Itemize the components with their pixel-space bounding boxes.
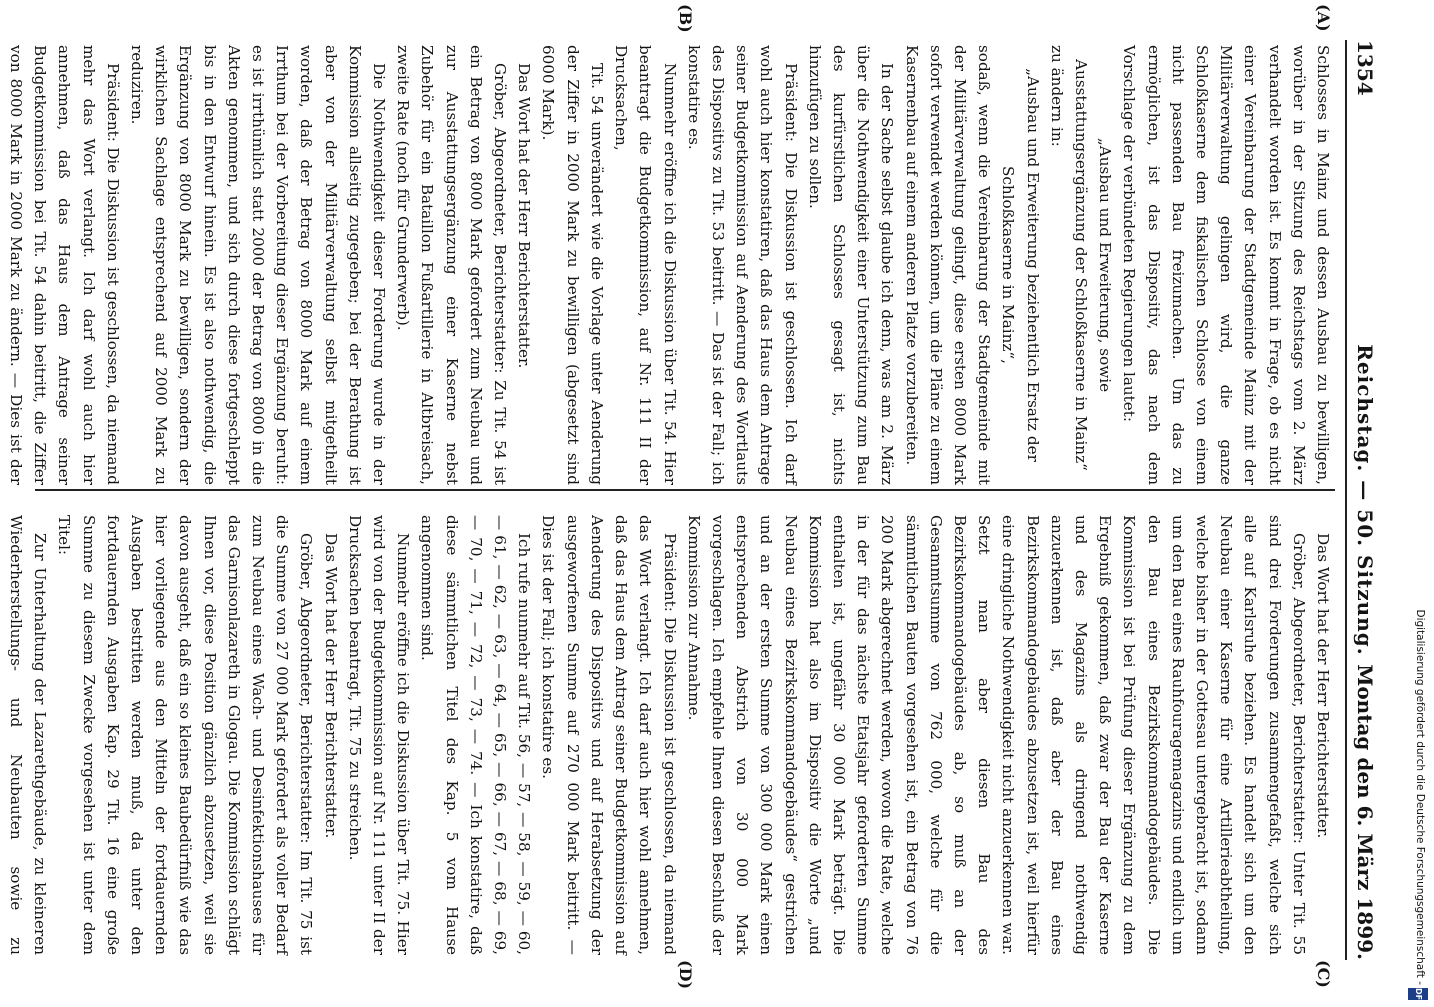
paragraph: Präsident: Die Diskussion ist geschlossen, da niemand das Wort verlangt. Ich darf auch hier wohl annehmen, daß das Haus dem Antrag seiner Budgetkommission auf Aenderung des Dispositivs und auf Herabsetzung der ausgeworfenen Summe auf 270 000 Mark beitritt. — Dies ist der Fall; ich konstatire es. xyxy=(539,515,679,955)
page-number: 1354 xyxy=(1353,40,1377,96)
paragraph: Nunmehr eröffne ich die Diskussion über Tit. 75. Hier wird von der Budgetkommission auf Nr. 111 unter II der Drucksachen beantragt, Tit. 75 zu streichen. xyxy=(345,515,413,955)
paragraph: Das Wort hat der Herr Berichterstatter. xyxy=(515,63,534,369)
dfg-logo: DFG xyxy=(1408,988,1428,1000)
paragraph: In der Sache selbst glaube ich denn, was am 2. März über die Nothwendigkeit einer Unterstützung zum Bau des kurfürstlichen Schlosses gesagt ist, nichts hinzufügen zu sollen. xyxy=(805,45,897,485)
paragraph: Nunmehr eröffne ich die Diskussion über Tit. 54. Hier beantragt die Budgetkommission, auf Nr. 111 II der Drucksachen, xyxy=(612,45,679,485)
header-date: Montag den 6. März 1899. xyxy=(1353,664,1377,960)
paragraph: sodaß, wenn die Vereinbarung der Stadtgemeinde mit der Militärverwaltung gelingt, diese ersten 8000 Mark sofort verwendet werden können, um die Pläne zu einem Kasernenbau auf einem anderen Platze vorzubereiten. xyxy=(902,45,994,485)
paragraph: Gröber, Abgeordneter, Berichterstatter: Unter Tit. 55 sind drei Forderungen zusammengefaßt, welche sich alle auf Karlsruhe beziehen. Es handelt sich um den Neubau einer Kaserne für eine Artillerieabtheilung, welche bisher in der Gottesau untergebracht ist, sodann um den Bau eines Rauhfouragemagazins und endlich um den Bau eines Bezirkskommandogebäudes. Die Kommission ist bei Prüfung dieser Ergänzung zu dem Ergebniß gekommen, daß zwar der Bau der Kaserne und des Magazins als dringend nothwendig anzuerkennen ist, daß aber der Bau eines Bezirkskommandogebäudes abzusetzen ist, weil hierfür eine dringliche Nothwendigkeit nicht anzuerkennen war. Setzt man aber diesen Bau des Bezirkskommandogebäudes ab, so muß an der Gesammtsumme von 762 000, welche für die sämmtlichen Bauten vorgesehen ist, ein Betrag von 76 200 Mark abgerechnet werden, wovon die Rate, welche in der für das nächste Etatsjahr geforderten Summe enthalten ist, ungefähr 30 000 Mark beträgt. Die Kommission hat also im Dispositiv die Worte „und Neubau eines Bezirkskommandogebäudes“ gestrichen und an der ersten Summe von 300 000 Mark einen entsprechenden Abstrich von 30 000 Mark vorgeschlagen. Ich empfehle Ihnen diesen Beschluß der Kommission zur Annahme. xyxy=(684,515,1308,955)
paragraph: Ich rufe nunmehr auf Tit. 56, — 57, — 58, — 59, — 60, — 61, — 62, — 63, — 64, — 65, — 66, — 67, — 68, — 69, — 70, — 71, — 72, — 73, — 74. — Ich konstatire, daß diese sämmtlichen Titel des Kap. 5 vom Hause angenommen sind. xyxy=(418,515,534,955)
footer-credit: Digitalisierung gefördert durch die Deutsche Forschungsgemeinschaft - xyxy=(1414,609,1426,985)
paragraph: Das Wort hat der Herr Berichterstatter. xyxy=(321,533,340,839)
paragraph: zu ändern in: xyxy=(1047,45,1066,147)
margin-marker-c: (C) xyxy=(1314,960,1333,988)
paragraph: Das Wort hat der Herr Berichterstatter. xyxy=(1314,533,1332,839)
paragraph: Präsident: Die Diskussion ist geschlossen, da niemand mehr das Wort verlangt. Ich darf wohl auch hier annehmen, daß das Haus dem Antrage seiner Budgetkommission bei Tit. 54 dahin beitritt, die Ziffer von 8000 Mark in 2000 Mark zu ändern. — Dies ist der xyxy=(7,45,122,485)
paragraph: Tit. 54 unverändert wie die Vorlage unter Aenderung der Ziffer in 2000 Mark zu bewilligen (abgesetzt sind 6000 Mark). xyxy=(539,45,606,485)
paragraph: Präsident: Die Diskussion ist geschlossen. Ich darf wohl auch hier konstatiren, daß das Haus dem Antrage seiner Budgetkommission auf Aenderung des Wortlauts des Dispositivs zu Tit. 53 beitritt. — Das ist der Fall; ich konstatire es. xyxy=(684,45,800,485)
page-header xyxy=(1345,40,1381,960)
margin-marker-b: (B) xyxy=(676,4,695,33)
paragraph: Schlosses in Mainz und dessen Ausbau zu bewilligen, worüber in der Sitzung des Reichstags vom 2. März verhandelt worden ist. Es kommt in Frage, ob es nicht einer Vereinbarung der Stadtgemeinde Mainz mit der Militärverwaltung gelingen wird, die ganze Schloßkaserne dem fiskalischen Schlosse von einem nicht passenden Bau freizumachen. Um das zu ermöglichen, ist das Dispositiv, das nach dem Vorschlage der verbündeten Regierungen lautet: xyxy=(1120,45,1332,485)
paragraph: Gröber, Abgeordneter, Berichterstatter: Zu Tit. 54 ist ein Betrag von 8000 Mark gefordert zum Neubau und zur Ausstattungsergänzung einer Kaserne nebst Zubehör für ein Bataillon Fußartillerie in Altbreisach, zweite Rate (noch für Grunderwerb). xyxy=(394,45,510,485)
paragraph: „Ausbau und Erweiterung, sowie Ausstattungsergänzung der Schloßkaserne in Mainz“ xyxy=(1071,59,1115,471)
paragraph: „Ausbau und Erweiterung beziehentlich Ersatz der Schloßkaserne in Mainz“, xyxy=(999,68,1042,462)
paragraph: Die Nothwendigkeit dieser Forderung wurde in der Kommission allseitig zugegeben; bei der Berathung ist aber von der Militärverwaltung selbst mitgetheilt worden, daß der Betrag von 8000 Mark auf einem Irrthum bei der Vorbereitung dieser Ergänzung beruht: es ist irrthümlich statt 2000 der Betrag von 8000 in die Akten genommen, und sich durch diese fortgeschleppt bis in den Entwurf hinein. Es ist also nothwendig, die Ergänzung von 8000 Mark zu bewilligen, sondern der wirklichen Sachlage entsprechend auf 2000 Mark zu reduziren. xyxy=(128,45,389,485)
margin-marker-a: (A) xyxy=(1314,4,1333,32)
digitization-footer xyxy=(1400,0,1430,1007)
left-column xyxy=(7,45,1335,485)
right-column xyxy=(7,515,1335,955)
header-title: Reichstag. — 50. Sitzung. xyxy=(1353,344,1377,656)
paragraph: Gröber, Abgeordneter, Berichterstatter: Im Tit. 75 ist die Summe von 27 000 Mark gefordert als voller Bedarf zum Neubau eines Wach- und Desinfektionshauses für das Garnisonlazareth in Glogau. Die Kommission schlägt Ihnen vor, diese Position gänzlich abzusetzen, weil sie davon ausgeht, daß ein so kleines Baubedürfniß wie das hier vorliegende aus den Mitteln der fortdauernden Ausgaben bestritten werden muß, da unter den fortdauernden Ausgaben Kap. 29 Tit. 16 eine große Summe zu diesem Zwecke vorgesehen ist unter dem Titel: xyxy=(55,515,316,955)
paragraph: Zur Unterhaltung der Lazarethgebäude, zu kleineren Wiederherstellungs- und Neubauten sowie zu xyxy=(7,515,50,955)
margin-marker-d: (D) xyxy=(676,960,695,990)
column-divider xyxy=(35,489,1335,491)
